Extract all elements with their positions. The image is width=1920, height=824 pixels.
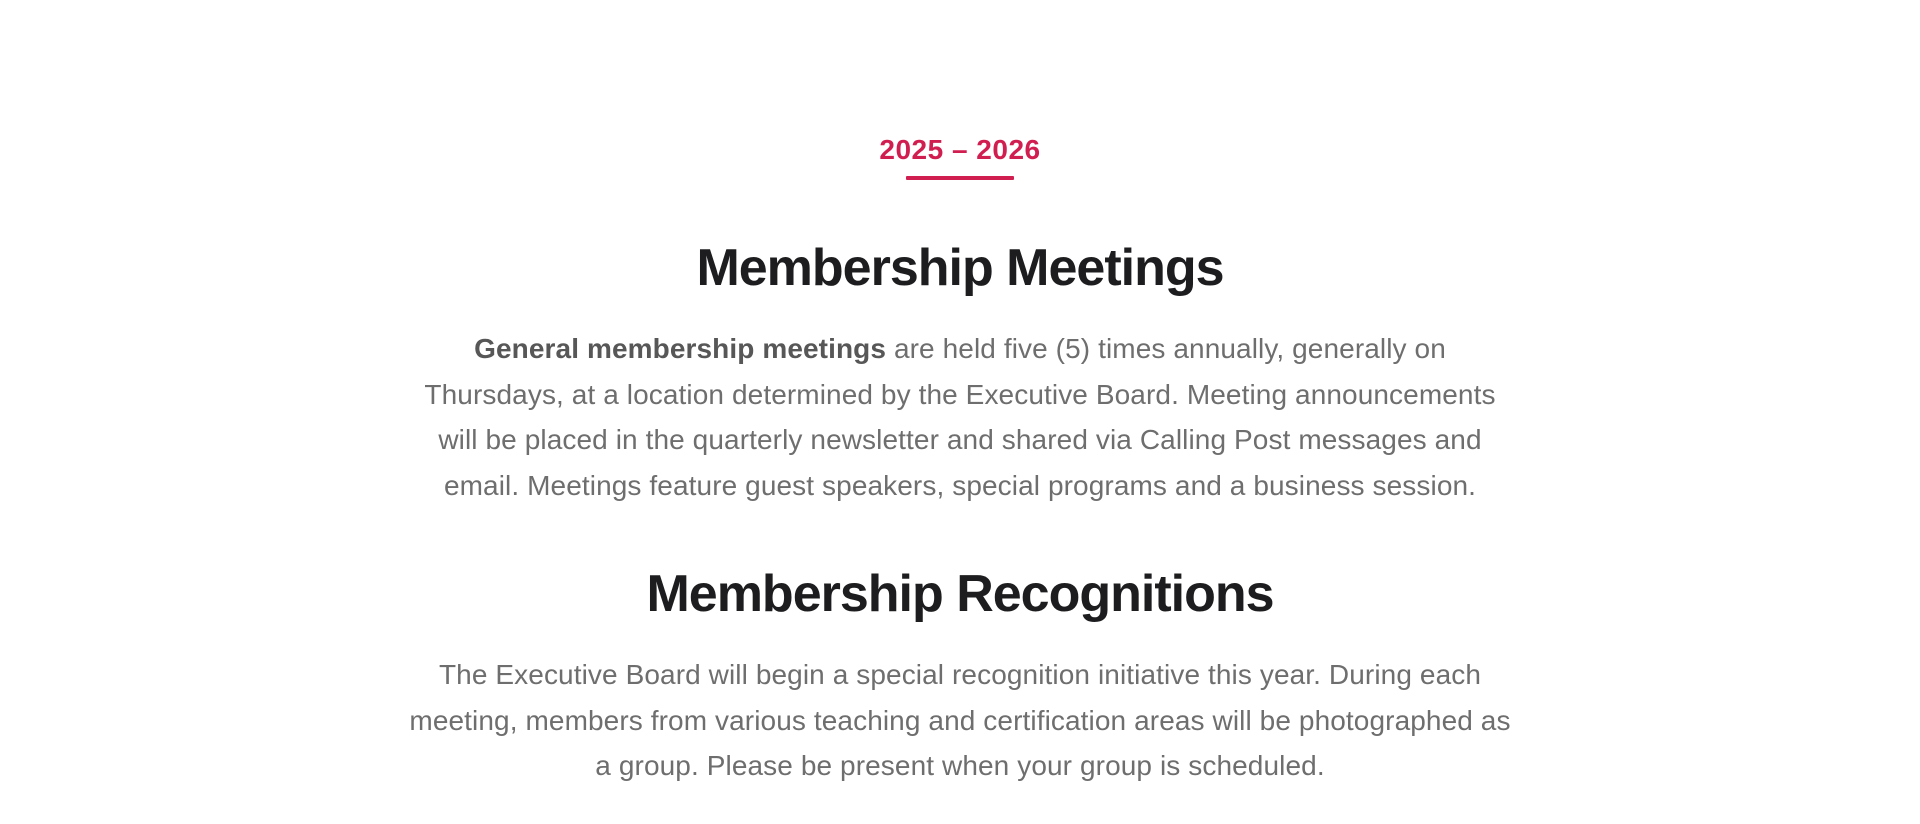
recognitions-title: Membership Recognitions <box>646 565 1274 623</box>
meetings-paragraph <box>405 326 1515 508</box>
meetings-title: Membership Meetings <box>696 239 1224 297</box>
meetings-body-text: are held five (5) times annually, generally on Thursdays, at a location determined by the Executive Board. Meeting announcements will be placed in the quarterly newsletter and shared via Calling Post messages and email. Meetings feature guest speakers, special programs and a business session. <box>424 333 1496 501</box>
meetings-lead-text: General membership meetings <box>474 333 887 364</box>
recognitions-paragraph: The Executive Board will begin a special recognition initiative this year. During each meeting, members from various teaching and certification areas will be photographed as a group. Please be present when your group is scheduled. <box>409 659 1511 781</box>
eyebrow-year: 2025 – 2026 <box>879 134 1041 165</box>
eyebrow-underline <box>906 176 1014 180</box>
